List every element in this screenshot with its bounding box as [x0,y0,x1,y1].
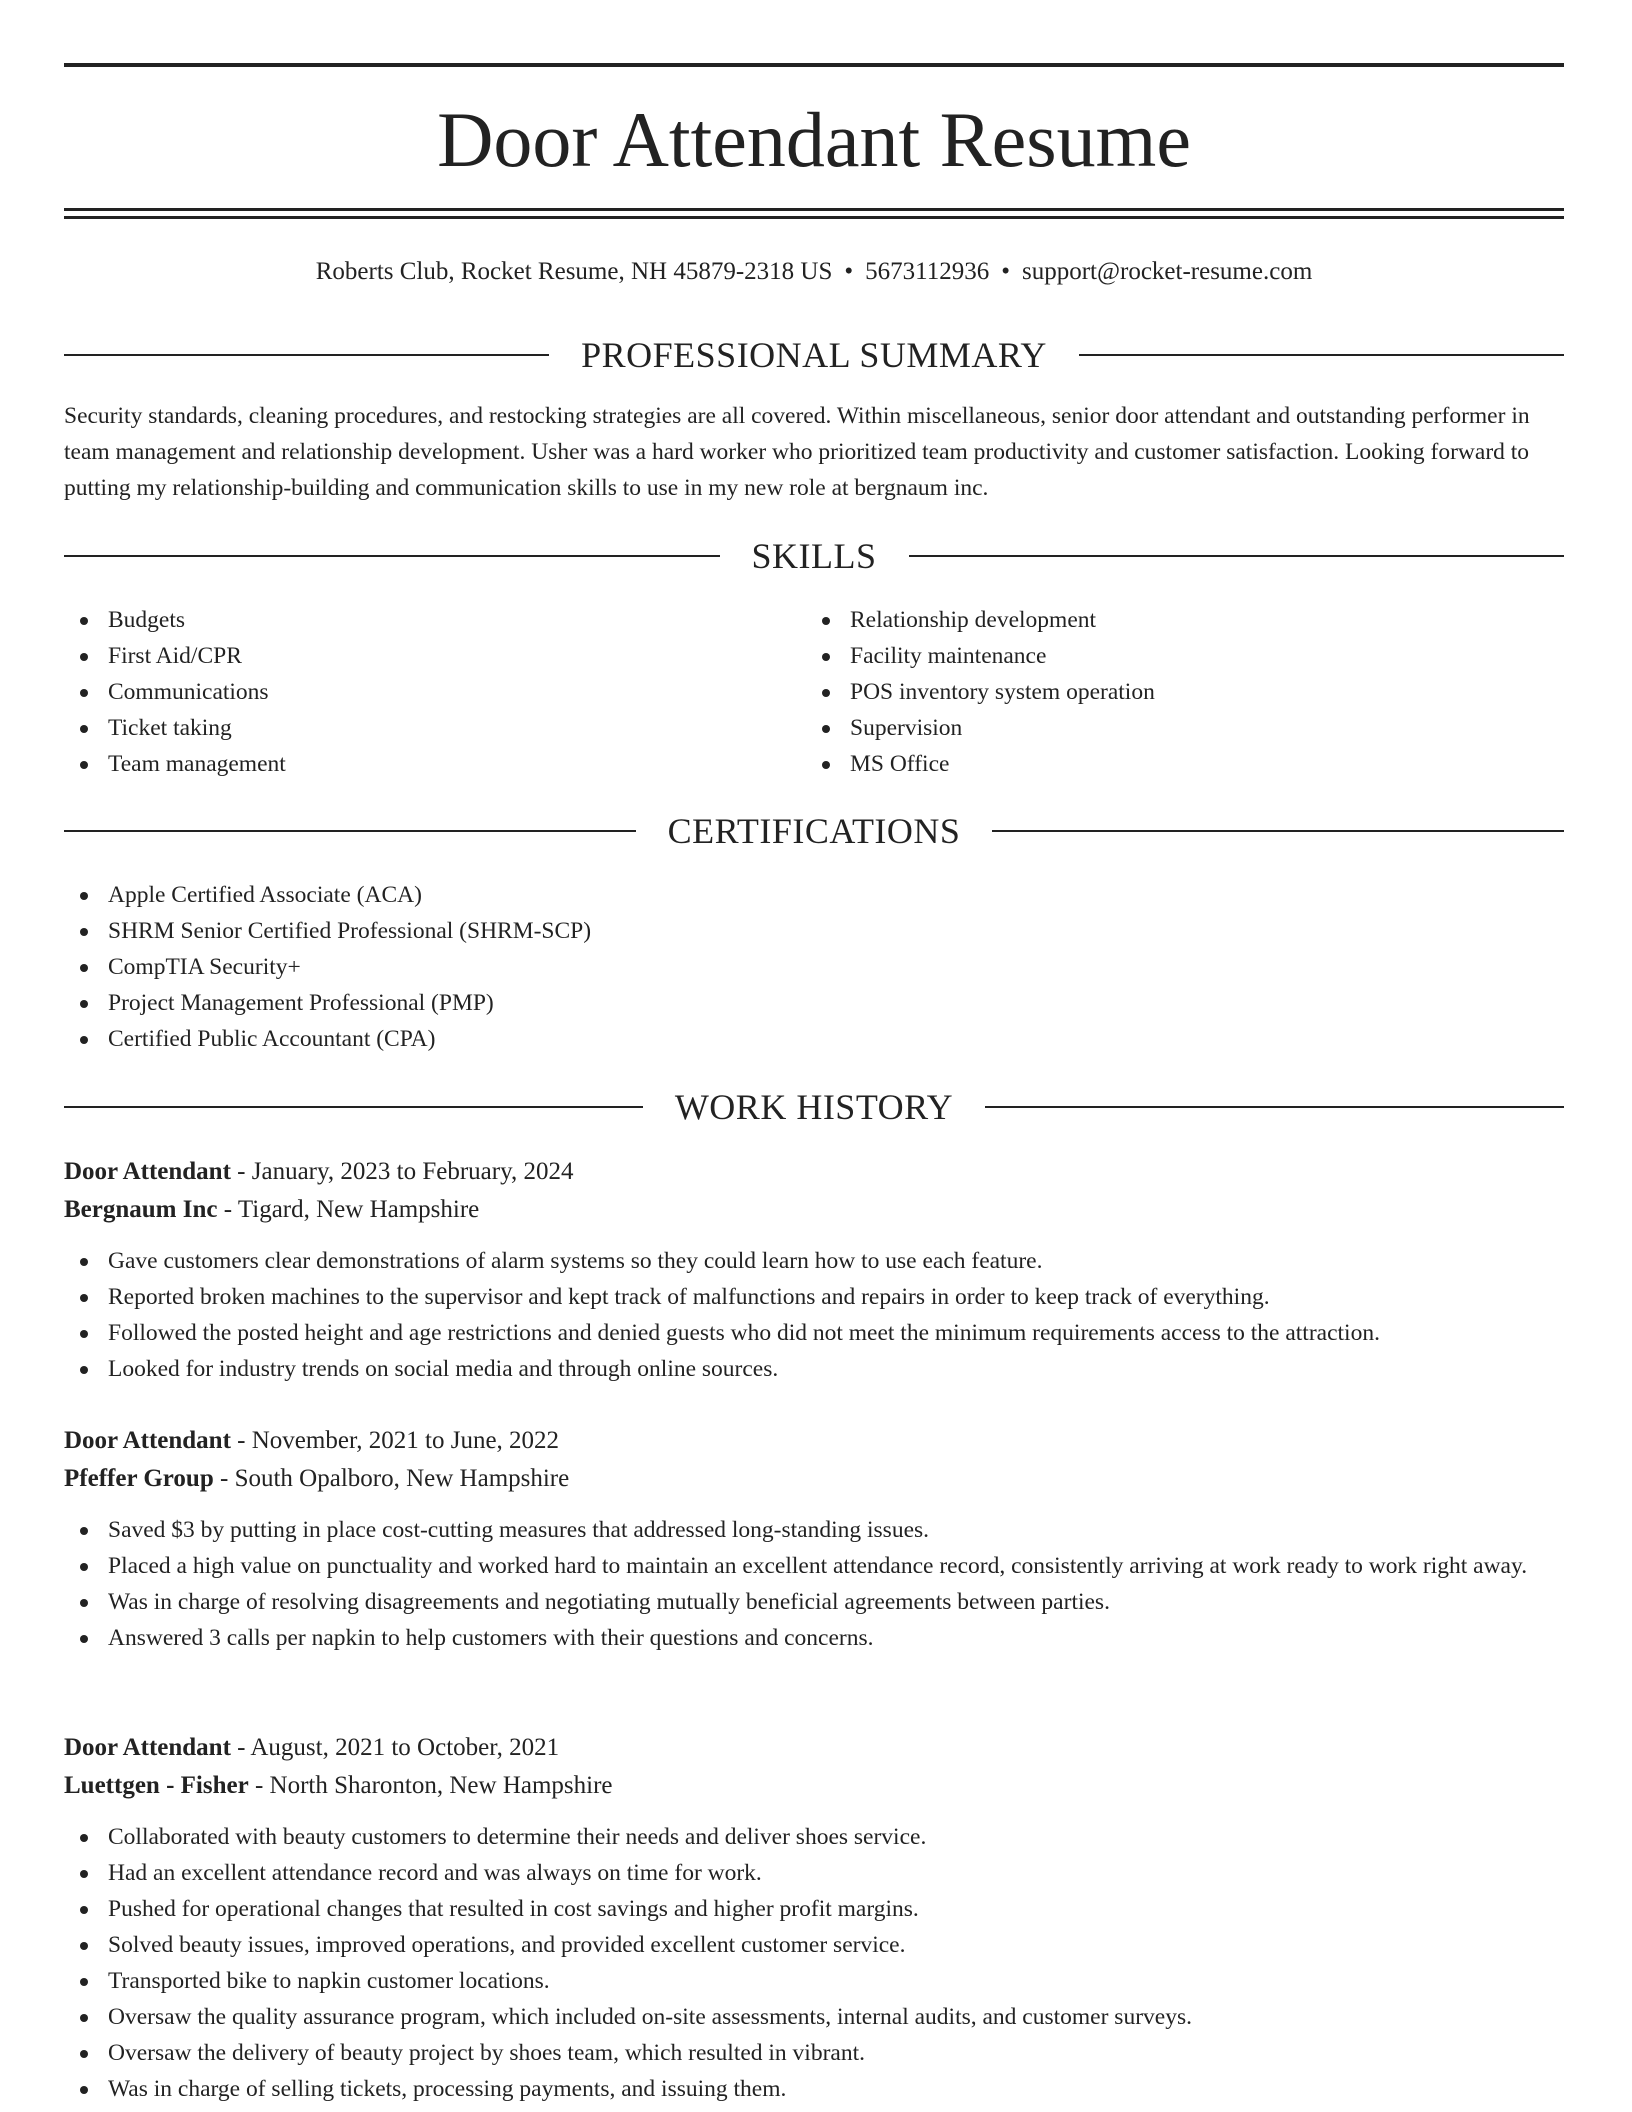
job-bullet: Oversaw the delivery of beauty project by shoes team, which resulted in vibrant. [64,2035,1564,2071]
skill-item: Communications [64,674,764,710]
job-title-line: Door Attendant - August, 2021 to October, 2021 [64,1734,560,1761]
job-company: Luettgen - Fisher [64,1772,249,1799]
job-entry [64,1422,1564,1656]
certification-item: Apple Certified Associate (ACA) [64,877,1464,913]
skill-item: Supervision [806,710,1506,746]
heading-rule-right [909,555,1565,557]
heading-rule-right [985,1106,1564,1108]
heading-rule-right [992,830,1564,832]
job-bullet: Reported broken machines to the supervisor and kept track of malfunctions and repairs in order to keep track of everything. [64,1279,1564,1315]
job-entry [64,1729,1564,2107]
job-location: South Opalboro, New Hampshire [234,1465,570,1492]
job-bullets [64,1819,1564,2107]
job-dates: November, 2021 to June, 2022 [251,1427,560,1454]
contact-email: support@rocket-resume.com [1021,258,1313,285]
heading-rule-left [64,830,636,832]
summary-heading [64,333,1564,377]
skills-heading-label: SKILLS [751,536,877,576]
contact-phone: 5673112936 [865,258,990,285]
job-title: Door Attendant [64,1734,231,1761]
job-bullet: Answered 3 calls per napkin to help customers with their questions and concerns. [64,1620,1564,1656]
work-history-heading-label: WORK HISTORY [674,1087,954,1127]
skills-heading [64,534,1564,578]
job-company-line: Pfeffer Group - South Opalboro, New Hampshire [64,1465,570,1492]
contact-separator: • [844,258,854,285]
job-bullet: Collaborated with beauty customers to determine their needs and deliver shoes service. [64,1819,1564,1855]
certifications-list [64,877,1464,1057]
title-rule-upper [64,208,1564,211]
job-bullet: Oversaw the quality assurance program, which included on-site assessments, internal audits, and customer surveys. [64,1999,1564,2035]
job-bullet: Placed a high value on punctuality and worked hard to maintain an excellent attendance record, consistently arriving at work ready to work right away. [64,1548,1564,1584]
certifications-heading-label: CERTIFICATIONS [667,811,961,851]
job-title-line: Door Attendant - January, 2023 to February, 2024 [64,1158,574,1185]
skills-list-right [806,602,1506,782]
job-bullet: Transported bike to napkin customer locations. [64,1963,1564,1999]
job-dates: January, 2023 to February, 2024 [251,1158,574,1185]
contact-address: Roberts Club, Rocket Resume, NH 45879-2318 US [315,258,833,285]
summary-text: Security standards, cleaning procedures, and restocking strategies are all covered. Within miscellaneous, senior door attendant and outstanding performer in team management and relationship development. Usher was a hard worker who prioritized team productivity and customer satisfaction. Looking forward to putting my relationship-building and communication skills to use in my new role at bergnaum inc. [64,403,1530,501]
title-rule-lower [64,216,1564,219]
skills-list-left [64,602,764,782]
job-title-line: Door Attendant - November, 2021 to June, 2022 [64,1427,560,1454]
job-bullet: Was in charge of selling tickets, processing payments, and issuing them. [64,2071,1564,2107]
heading-rule-left [64,555,720,557]
job-title: Door Attendant [64,1158,231,1185]
heading-rule-right [1079,354,1564,356]
job-bullet: Was in charge of resolving disagreements and negotiating mutually beneficial agreements between parties. [64,1584,1564,1620]
job-bullet: Solved beauty issues, improved operations, and provided excellent customer service. [64,1927,1564,1963]
job-company-line: Luettgen - Fisher - North Sharonton, New Hampshire [64,1772,613,1799]
job-entry [64,1153,1564,1387]
skill-item: Team management [64,746,764,782]
skill-item: Ticket taking [64,710,764,746]
top-rule [64,63,1564,67]
job-company: Bergnaum Inc [64,1196,218,1223]
summary-heading-label: PROFESSIONAL SUMMARY [581,335,1047,375]
contact-separator: • [1001,258,1010,285]
job-company: Pfeffer Group [64,1465,214,1492]
certification-item: Project Management Professional (PMP) [64,985,1464,1021]
certification-item: SHRM Senior Certified Professional (SHRM-SCP) [64,913,1464,949]
job-bullet: Saved $3 by putting in place cost-cutting measures that addressed long-standing issues. [64,1512,1564,1548]
skill-item: First Aid/CPR [64,638,764,674]
skill-item: Relationship development [806,602,1506,638]
job-bullet: Had an excellent attendance record and was always on time for work. [64,1855,1564,1891]
job-bullet: Followed the posted height and age restrictions and denied guests who did not meet the minimum requirements access to the attraction. [64,1315,1564,1351]
certifications-heading [64,809,1564,853]
skill-item: POS inventory system operation [806,674,1506,710]
job-title: Door Attendant [64,1427,231,1454]
contact-line [64,254,1564,290]
skill-item: Budgets [64,602,764,638]
job-dates: August, 2021 to October, 2021 [250,1734,560,1761]
heading-rule-left [64,354,549,356]
work-history-heading [64,1085,1564,1129]
job-company-line: Bergnaum Inc - Tigard, New Hampshire [64,1196,480,1223]
skill-item: MS Office [806,746,1506,782]
job-bullet: Gave customers clear demonstrations of alarm systems so they could learn how to use each feature. [64,1243,1564,1279]
resume-title: Door Attendant Resume [437,96,1191,183]
heading-rule-left [64,1106,643,1108]
job-bullet: Pushed for operational changes that resulted in cost savings and higher profit margins. [64,1891,1564,1927]
job-location: Tigard, New Hampshire [237,1196,480,1223]
job-bullets [64,1512,1564,1656]
job-location: North Sharonton, New Hampshire [269,1772,613,1799]
job-bullets [64,1243,1564,1387]
certification-item: Certified Public Accountant (CPA) [64,1021,1464,1057]
job-bullet: Looked for industry trends on social media and through online sources. [64,1351,1564,1387]
skill-item: Facility maintenance [806,638,1506,674]
certification-item: CompTIA Security+ [64,949,1464,985]
